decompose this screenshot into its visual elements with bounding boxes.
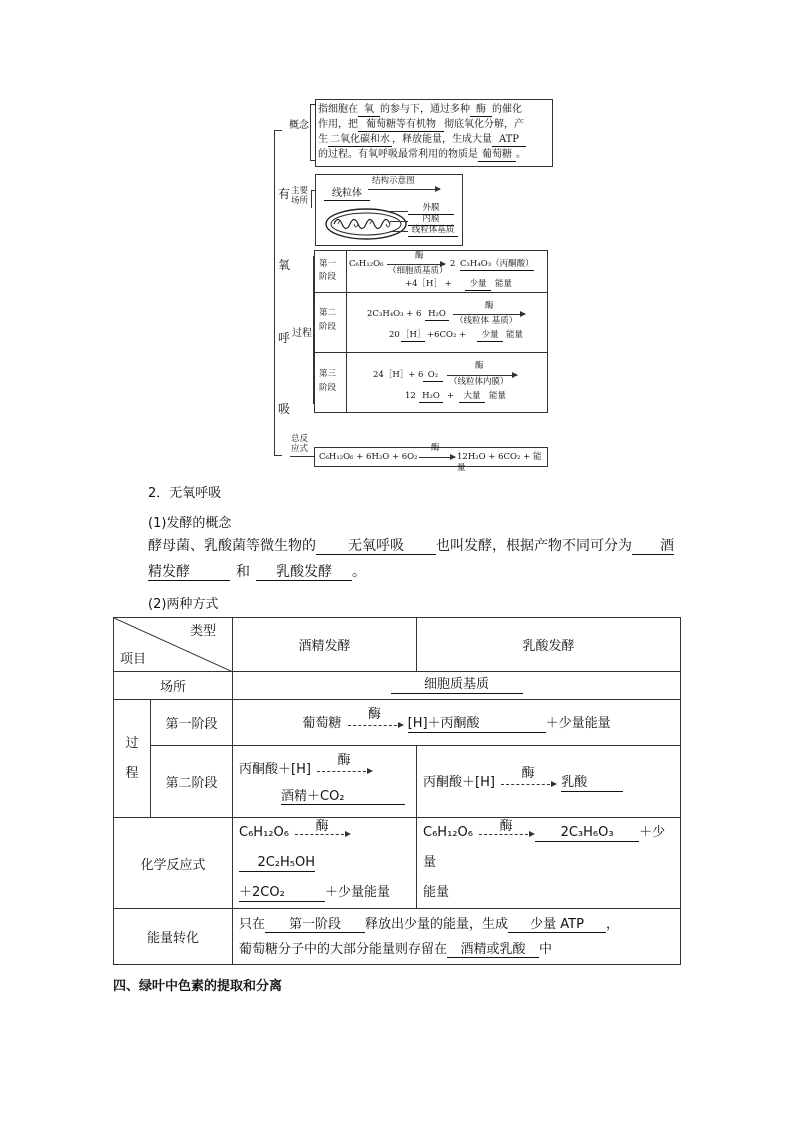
stage2-enzyme: 酶 — [485, 301, 494, 311]
stage3-enzyme: 酶 — [475, 361, 484, 371]
total-reaction-box — [314, 443, 548, 473]
energy-answer-2: 少量 ATP — [508, 918, 606, 934]
site-label-2: 场所 — [291, 196, 309, 206]
equation-alcohol-line2-answer: ＋2CO₂ — [239, 886, 325, 902]
brace-top — [274, 130, 282, 131]
row-site-label: 场所 — [114, 672, 233, 700]
stage3-label-2: 阶段 — [319, 383, 337, 393]
section2-sub2: (2)两种方式 — [148, 597, 219, 612]
stage2-label-cell: 第二阶段 — [151, 746, 233, 818]
stage3-line2-answer: 大量 — [459, 391, 485, 403]
blank-lactic: 乳酸发酵 — [256, 564, 352, 581]
stage2-site: （线粒体 基质） — [455, 316, 518, 326]
vertical-title-3: 呼 — [278, 331, 291, 345]
equation-lactic-cell: C₆H₁₂O₆ 酶 2C₃H₆O₃ ＋少量 能量 — [417, 818, 681, 909]
total-label-1: 总反 — [291, 434, 309, 444]
stage1-line2-pre: +4［H］ + — [405, 279, 452, 289]
stage1-answer: C₃H₄O₃（丙酮酸） — [460, 259, 534, 269]
stage1-label-cell: 第一阶段 — [151, 700, 233, 746]
concept-line-4: 的过程。有氧呼吸最常利用的物质是 葡萄糖 。 — [318, 149, 526, 160]
fermentation-table — [113, 617, 681, 965]
stage1-answer-cell: [H]＋丙酮酸 — [408, 717, 546, 733]
stage2-line2-answer: 少量 — [477, 330, 503, 342]
stage3-line2-post: 能量 — [489, 391, 507, 401]
vertical-title-1: 有 — [278, 187, 291, 201]
blank-anaerobic: 无氧呼吸 — [316, 538, 436, 555]
energy-cell: 只在 第一阶段 释放出少量的能量，生成 少量 ATP ， 葡萄糖分子中的大部分能量则存留在 酒精或乳酸 中 — [233, 909, 681, 965]
stage2-water: H₂O — [425, 309, 449, 321]
stage2-alcohol-answer: 酒精＋CO₂ — [281, 790, 405, 806]
mito-label-inner: 内膜 — [408, 214, 454, 226]
equation-label-cell: 化学反应式 — [114, 818, 233, 909]
total-label-2: 应式 — [291, 444, 309, 454]
stage2-line2-pre: 20 — [389, 330, 400, 340]
blank-alcohol-b: 精发酵 — [148, 564, 230, 581]
site-label-1: 主要 — [291, 186, 309, 196]
stage1-label-2: 阶段 — [319, 272, 337, 282]
brace-line — [274, 130, 275, 455]
section2-title: 2．无氧呼吸 — [148, 486, 222, 501]
structure-title: 结构示意图 — [372, 176, 415, 186]
stage1-equation-cell: 葡萄糖 酶 [H]＋丙酮酸 ＋少量能量 — [233, 700, 681, 746]
stage1-line2-answer: 少量 — [465, 279, 491, 291]
mitochondrion-icon — [324, 207, 408, 241]
equation-alcohol-answer: 2C₂H₅OH — [239, 856, 315, 872]
stage2-line2-post: 能量 — [506, 330, 524, 340]
blank-alcohol-a: 酒 — [632, 538, 674, 555]
stage3-o2: O₂ — [423, 370, 443, 382]
corner-item: 项目 — [120, 652, 147, 667]
process-label-cell: 过 程 — [114, 700, 151, 818]
concept-line-1: 指细胞在 氧 的参与下，通过多种 酶 的催化 — [318, 104, 522, 115]
stage2-label-1: 第二 — [319, 308, 337, 318]
equation-alcohol-cell: C₆H₁₂O₆ 酶 2C₂H₅OH ＋2CO₂ ＋少量能量 — [233, 818, 417, 909]
col-alcohol-header: 酒精发酵 — [233, 618, 417, 672]
brace-bottom — [274, 455, 282, 456]
stage2-arrow — [453, 314, 525, 315]
mito-label-matrix: 线粒体基质 — [408, 225, 458, 237]
concept-box — [315, 99, 553, 167]
energy-answer-1: 第一阶段 — [265, 918, 365, 934]
stage1-enzyme: 酶 — [415, 251, 424, 261]
stage3-arrow — [447, 375, 517, 376]
stage3-site: （线粒体内膜） — [449, 377, 509, 387]
vertical-title-4: 吸 — [278, 402, 291, 416]
total-enzyme: 酶 — [431, 443, 440, 453]
section2-paragraph: 酵母菌、乳酸菌等微生物的 无氧呼吸 也叫发酵，根据产物不同可分为 酒 精发酵 和 乳酸发酵 。 — [148, 538, 674, 580]
site-box — [315, 174, 463, 246]
stage3-line2-pre: 12 — [405, 391, 416, 401]
stage3-eq-left: 24［H］+ 6 — [373, 370, 424, 380]
table-corner — [114, 618, 233, 672]
mito-label-outer: 外膜 — [408, 203, 454, 215]
stage1-product: 2 — [450, 259, 456, 269]
vertical-title-2: 氧 — [278, 258, 291, 272]
stage3-label-1: 第三 — [319, 369, 337, 379]
col-lactic-header: 乳酸发酵 — [417, 618, 681, 672]
corner-type: 类型 — [190, 624, 217, 639]
stage2-label-2: 阶段 — [319, 322, 337, 332]
process-box — [314, 250, 548, 413]
concept-line-2: 作用，把 葡萄糖等有机物 彻底氧化分解，产 — [318, 119, 524, 130]
stage3-line2-mid: + — [447, 391, 455, 401]
section2-sub1: (1)发酵的概念 — [148, 516, 232, 531]
total-arrow — [419, 457, 455, 458]
site-answer-cell: 细胞质基质 — [391, 678, 523, 694]
process-label: 过程 — [292, 328, 312, 339]
stage1-line2-post: 能量 — [495, 279, 513, 289]
stage2-line2-h: ［H］ — [401, 330, 426, 340]
stage1-site: （细胞质基质） — [388, 266, 448, 276]
stage3-line2-water: H₂O — [419, 391, 443, 403]
concept-brace — [310, 104, 311, 160]
total-eq-left: C₆H₁₂O₆ + 6H₂O + 6O₂ — [319, 452, 418, 462]
site-answer: 线粒体 — [324, 188, 370, 201]
stage2-eq-left: 2C₃H₄O₃ + 6 — [367, 309, 422, 319]
stage2-lactic-answer: 乳酸 — [561, 776, 623, 792]
energy-answer-3: 酒精或乳酸 — [447, 943, 539, 959]
stage2-line2-mid: +6CO₂ + — [427, 330, 467, 340]
energy-label-cell: 能量转化 — [114, 909, 233, 965]
stage1-arrow — [387, 264, 445, 265]
stage1-eq-left: C₆H₁₂O₆ — [349, 259, 384, 269]
total-eq-right: 12H₂O + 6CO₂ + 能量 — [457, 452, 542, 473]
equation-lactic-answer: 2C₃H₆O₃ — [535, 826, 639, 842]
concept-line-3: 生 二氧化碳和水 ，释放能量，生成大量 ATP — [318, 132, 550, 147]
stage1-label-1: 第一 — [319, 259, 337, 269]
structure-arrow — [368, 189, 440, 190]
concept-label: 概念 — [289, 120, 309, 131]
stage2-alcohol-cell: 丙酮酸＋[H] 酶 酒精＋CO₂ — [233, 746, 417, 818]
section4-title: 四、绿叶中色素的提取和分离 — [113, 979, 283, 994]
stage2-lactic-cell: 丙酮酸＋[H] 酶 乳酸 — [417, 746, 681, 818]
